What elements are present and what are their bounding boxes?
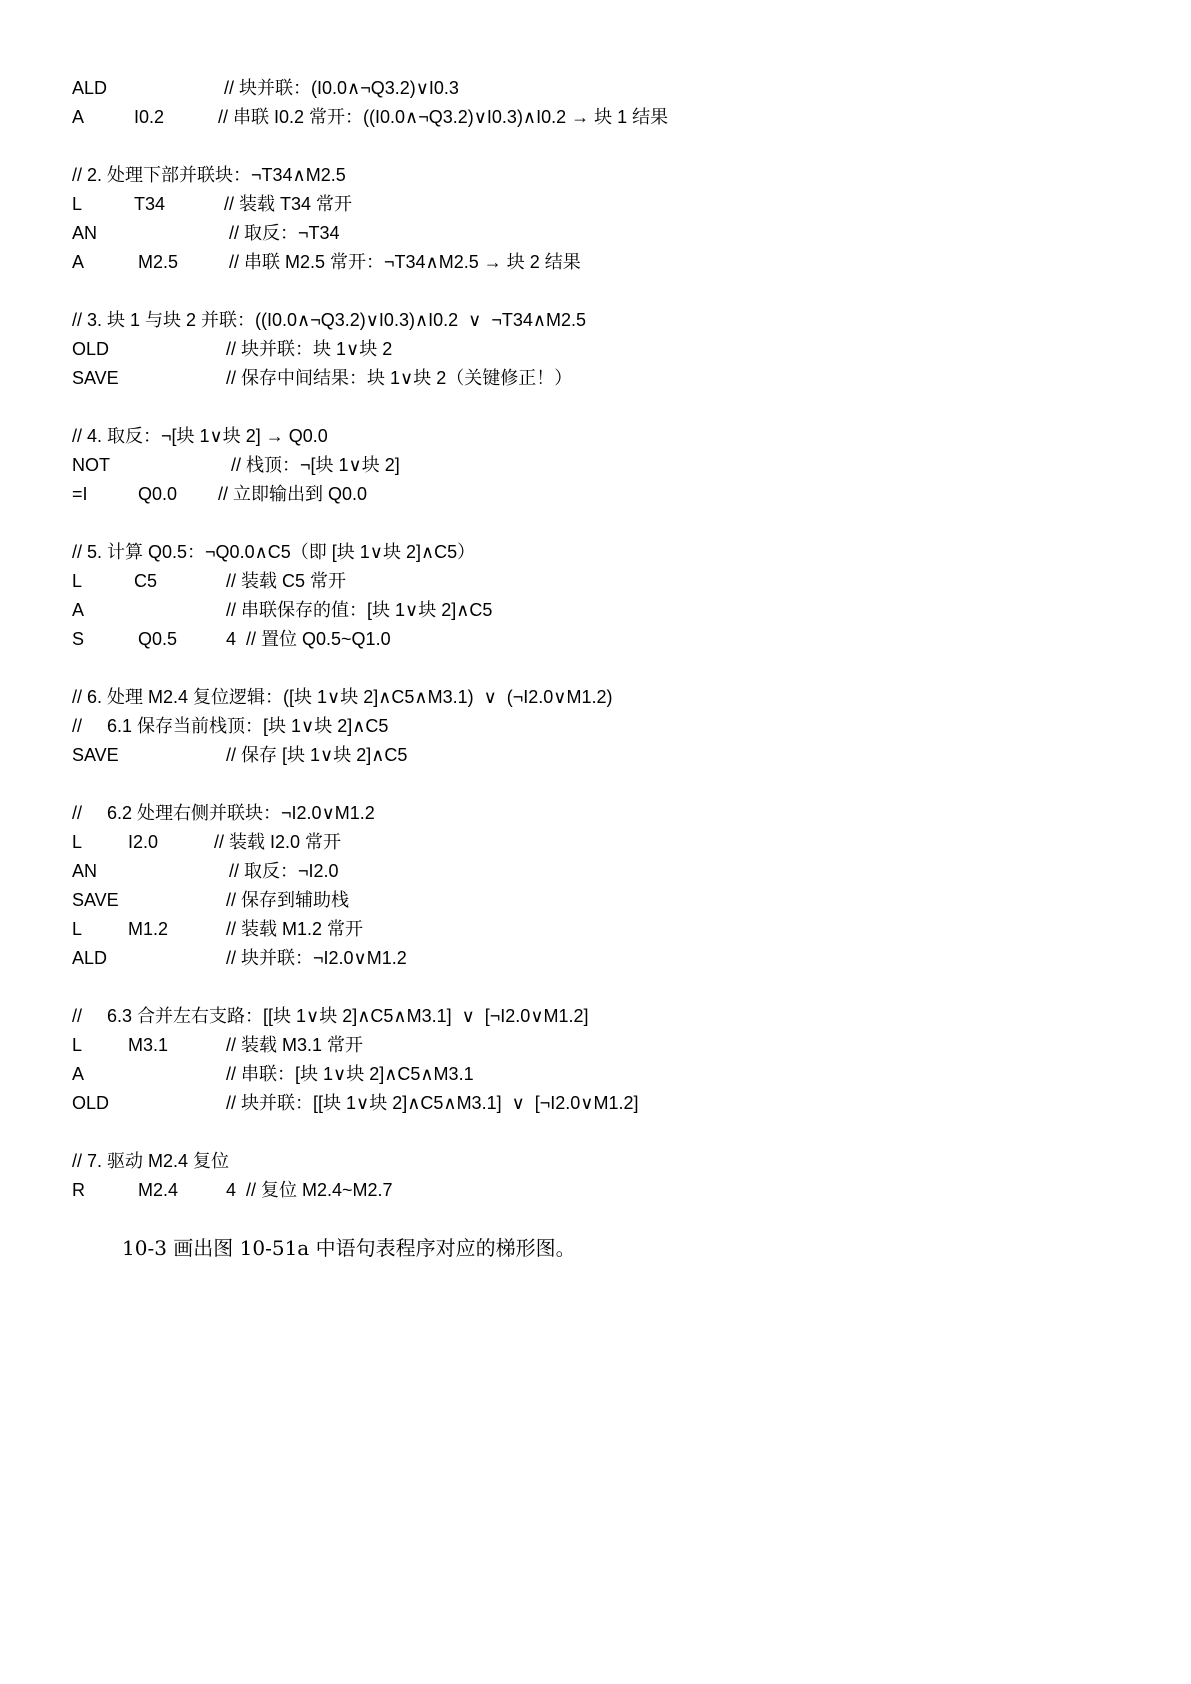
instruction-op: AN [72, 861, 98, 881]
code-line-6 [72, 334, 1132, 364]
code-line-5 [72, 247, 1132, 277]
code-line-17 [72, 914, 1132, 944]
instruction-operand: C5 [134, 571, 158, 591]
instruction-operand: I0.2 [134, 107, 165, 127]
code-line-18 [72, 943, 1132, 973]
instruction-operand: I2.0 [128, 832, 159, 852]
instruction-comment: // 栈顶：¬[块 1∨块 2] [231, 455, 400, 475]
instruction-op: A [72, 107, 85, 127]
code-line-8 [72, 450, 1132, 480]
code-line-11 [72, 595, 1132, 625]
instruction-op: SAVE [72, 745, 119, 765]
code-line-20 [72, 1059, 1132, 1089]
instruction-op: A [72, 600, 85, 620]
instruction-op: A [72, 252, 85, 272]
instruction-comment: // 串联 M2.5 常开：¬T34∧M2.5 → 块 2 结果 [229, 252, 581, 272]
code-line-22 [72, 1175, 1132, 1205]
instruction-comment: // 取反：¬I2.0 [229, 861, 339, 881]
instruction-comment: // 装载 M1.2 常开 [226, 919, 364, 939]
instruction-operand: T34 [134, 194, 166, 214]
instruction-comment: // 装载 C5 常开 [226, 571, 347, 591]
instruction-op: A [72, 1064, 85, 1084]
instruction-comment: // 保存 [块 1∨块 2]∧C5 [226, 745, 408, 765]
code-line-4 [72, 218, 1132, 248]
section-heading-7: // 7. 驱动 M2.4 复位 [72, 1151, 230, 1171]
instruction-op: L [72, 194, 83, 214]
code-line-10 [72, 566, 1132, 596]
instruction-comment: // 立即输出到 Q0.0 [218, 484, 368, 504]
instruction-comment: // 串联：[块 1∨块 2]∧C5∧M3.1 [226, 1064, 474, 1084]
instruction-comment: // 装载 T34 常开 [224, 194, 353, 214]
instruction-op: NOT [72, 455, 110, 475]
exercise-question: 10-3 画出图 10-51a 中语句表程序对应的梯形图。 [122, 1236, 576, 1260]
code-line-16 [72, 885, 1132, 915]
code-line-9 [72, 479, 1132, 509]
instruction-comment: // 串联 I0.2 常开：((I0.0∧¬Q3.2)∨I0.3)∧I0.2 → 块 1 结果 [218, 107, 669, 127]
instruction-op: ALD [72, 78, 108, 98]
instruction-operand: M2.4 [138, 1180, 179, 1200]
instruction-comment: // 装载 M3.1 常开 [226, 1035, 364, 1055]
instruction-op: L [72, 1035, 83, 1055]
instruction-comment: // 保存到辅助栈 [226, 890, 350, 910]
sub-heading-6-2: // 6.2 处理右侧并联块：¬I2.0∨M1.2 [72, 803, 375, 823]
code-line-14 [72, 827, 1132, 857]
instruction-op: OLD [72, 339, 110, 359]
instruction-op: SAVE [72, 368, 119, 388]
instruction-op: =I [72, 484, 88, 504]
instruction-op: L [72, 571, 83, 591]
instruction-operand: M3.1 [128, 1035, 169, 1055]
code-line-21 [72, 1088, 1132, 1118]
sub-heading-6-1: // 6.1 保存当前栈顶：[块 1∨块 2]∧C5 [72, 716, 389, 736]
instruction-op: OLD [72, 1093, 110, 1113]
instruction-comment: // 块并联：(I0.0∧¬Q3.2)∨I0.3 [224, 78, 459, 98]
code-line-7 [72, 363, 1132, 393]
section-heading-5: // 5. 计算 Q0.5：¬Q0.0∧C5（即 [块 1∨块 2]∧C5） [72, 542, 476, 562]
code-line-12 [72, 624, 1132, 654]
instruction-operand: Q0.5 [138, 629, 178, 649]
instruction-op: S [72, 629, 85, 649]
instruction-operand: M2.5 [138, 252, 179, 272]
code-line-1 [72, 73, 1132, 103]
section-heading-3: // 3. 块 1 与块 2 并联：((I0.0∧¬Q3.2)∨I0.3)∧I0.2 ∨ ¬T34∧M2.5 [72, 310, 587, 330]
instruction-op: ALD [72, 948, 108, 968]
instruction-operand: M1.2 [128, 919, 169, 939]
code-line-15 [72, 856, 1132, 886]
section-heading-6: // 6. 处理 M2.4 复位逻辑：([块 1∨块 2]∧C5∧M3.1) ∨ (¬I2.0∨M1.2) [72, 687, 613, 707]
instruction-op: R [72, 1180, 85, 1200]
instruction-op: SAVE [72, 890, 119, 910]
code-line-3 [72, 189, 1132, 219]
instruction-comment: // 块并联：¬I2.0∨M1.2 [226, 948, 407, 968]
instruction-comment: // 装载 I2.0 常开 [214, 832, 342, 852]
instruction-comment: // 块并联：[[块 1∨块 2]∧C5∧M3.1] ∨ [¬I2.0∨M1.2] [226, 1093, 639, 1113]
code-line-2 [72, 102, 1132, 132]
instruction-op: L [72, 919, 83, 939]
instruction-comment: // 块并联：块 1∨块 2 [226, 339, 393, 359]
instruction-op: L [72, 832, 83, 852]
instruction-comment: 4 // 复位 M2.4~M2.7 [226, 1180, 393, 1200]
sub-heading-6-3: // 6.3 合并左右支路：[[块 1∨块 2]∧C5∧M3.1] ∨ [¬I2.0∨M1.2] [72, 1006, 589, 1026]
instruction-comment: // 串联保存的值：[块 1∨块 2]∧C5 [226, 600, 493, 620]
section-heading-4: // 4. 取反：¬[块 1∨块 2] → Q0.0 [72, 426, 328, 446]
code-line-13 [72, 740, 1132, 770]
instruction-op: AN [72, 223, 98, 243]
section-heading-2: // 2. 处理下部并联块：¬T34∧M2.5 [72, 165, 346, 185]
code-line-19 [72, 1030, 1132, 1060]
instruction-comment: // 取反：¬T34 [229, 223, 340, 243]
instruction-operand: Q0.0 [138, 484, 178, 504]
instruction-comment: // 保存中间结果：块 1∨块 2（关键修正！） [226, 368, 573, 388]
instruction-comment: 4 // 置位 Q0.5~Q1.0 [226, 629, 391, 649]
